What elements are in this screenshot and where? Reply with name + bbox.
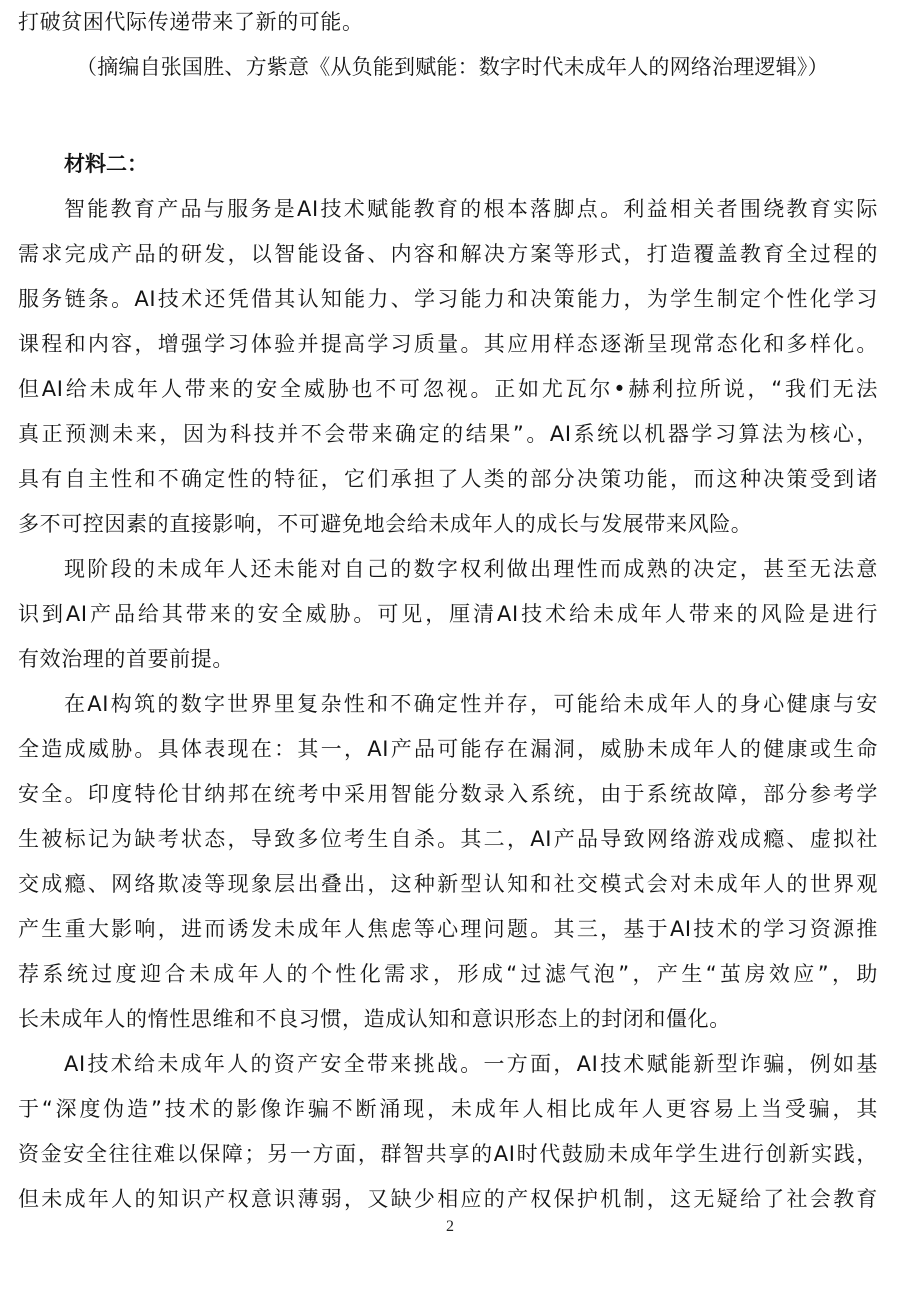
paragraph-line: 安全。印度特伦甘纳邦在统考中采用智能分数录入系统，由于系统故障，部分参考学 [18,782,878,806]
paragraph [18,187,878,547]
paragraph-line: 于“深度伪造”技术的影像诈骗不断涌现，未成年人相比成年人更容易上当受骗，其 [18,1097,878,1121]
paragraph-line: 在AI构筑的数字世界里复杂性和不确定性并存，可能给未成年人的身心健康与安 [64,692,878,716]
paragraph-line: 资金安全往往难以保障；另一方面，群智共享的AI时代鼓励未成年学生进行创新实践， [18,1142,878,1166]
paragraph-line: 识到AI产品给其带来的安全威胁。可见，厘清AI技术给未成年人带来的风险是进行 [18,602,878,626]
section-gap [18,90,878,142]
paragraph-line: 但AI给未成年人带来的安全威胁也不可忽视。正如尤瓦尔•赫利拉所说，“我们无法 [18,377,878,401]
page-number: 2 [446,1218,454,1235]
paragraph-line: 但未成年人的知识产权意识薄弱，又缺少相应的产权保护机制，这无疑给了社会教育 [18,1187,878,1211]
paragraph-line: 全造成威胁。具体表现在：其一，AI产品可能存在漏洞，威胁未成年人的健康或生命 [18,737,878,761]
paragraph [18,1042,878,1222]
paragraph-line: 有效治理的首要前提。 [18,647,234,671]
source-citation: （摘编自张国胜、方紫意《从负能到赋能：数字时代未成年人的网络治理逻辑》） [76,55,829,79]
paragraph-line: 服务链条。AI技术还凭借其认知能力、学习能力和决策能力，为学生制定个性化学习 [18,287,878,311]
paragraph-line: 交成瘾、网络欺凌等现象层出叠出，这种新型认知和社交模式会对未成年人的世界观 [18,872,878,896]
paragraph-line: 荐系统过度迎合未成年人的个性化需求，形成“过滤气泡”，产生“茧房效应”，助 [18,962,878,986]
document-body [18,0,878,1222]
continued-text-line: 打破贫困代际传递带来了新的可能。 [18,10,364,34]
paragraph [18,547,878,682]
paragraph-line: AI技术给未成年人的资产安全带来挑战。一方面，AI技术赋能新型诈骗，例如基 [64,1052,878,1076]
paragraph-line: 长未成年人的惰性思维和不良习惯，造成认知和意识形态上的封闭和僵化。 [18,1007,731,1031]
paragraph [18,682,878,1042]
section-heading: 材料二： [64,152,148,176]
paragraph-line: 需求完成产品的研发，以智能设备、内容和解决方案等形式，打造覆盖教育全过程的 [18,242,878,266]
paragraph-line: 具有自主性和不确定性的特征，它们承担了人类的部分决策功能，而这种决策受到诸 [18,467,878,491]
paragraph-line: 多不可控因素的直接影响，不可避免地会给未成年人的成长与发展带来风险。 [18,512,753,536]
paragraph-line: 现阶段的未成年人还未能对自己的数字权利做出理性而成熟的决定，甚至无法意 [64,557,878,581]
paragraph-line: 课程和内容，增强学习体验并提高学习质量。其应用样态逐渐呈现常态化和多样化。 [18,332,878,356]
paragraph-line: 生被标记为缺考状态，导致多位考生自杀。其二，AI产品导致网络游戏成瘾、虚拟社 [18,827,878,851]
paragraph-line: 智能教育产品与服务是AI技术赋能教育的根本落脚点。利益相关者围绕教育实际 [64,197,878,221]
paragraph-line: 真正预测未来，因为科技并不会带来确定的结果”。AI系统以机器学习算法为核心， [18,422,878,446]
paragraph-line: 产生重大影响，进而诱发未成年人焦虑等心理问题。其三，基于AI技术的学习资源推 [18,917,878,941]
paragraphs-container [18,187,878,1222]
